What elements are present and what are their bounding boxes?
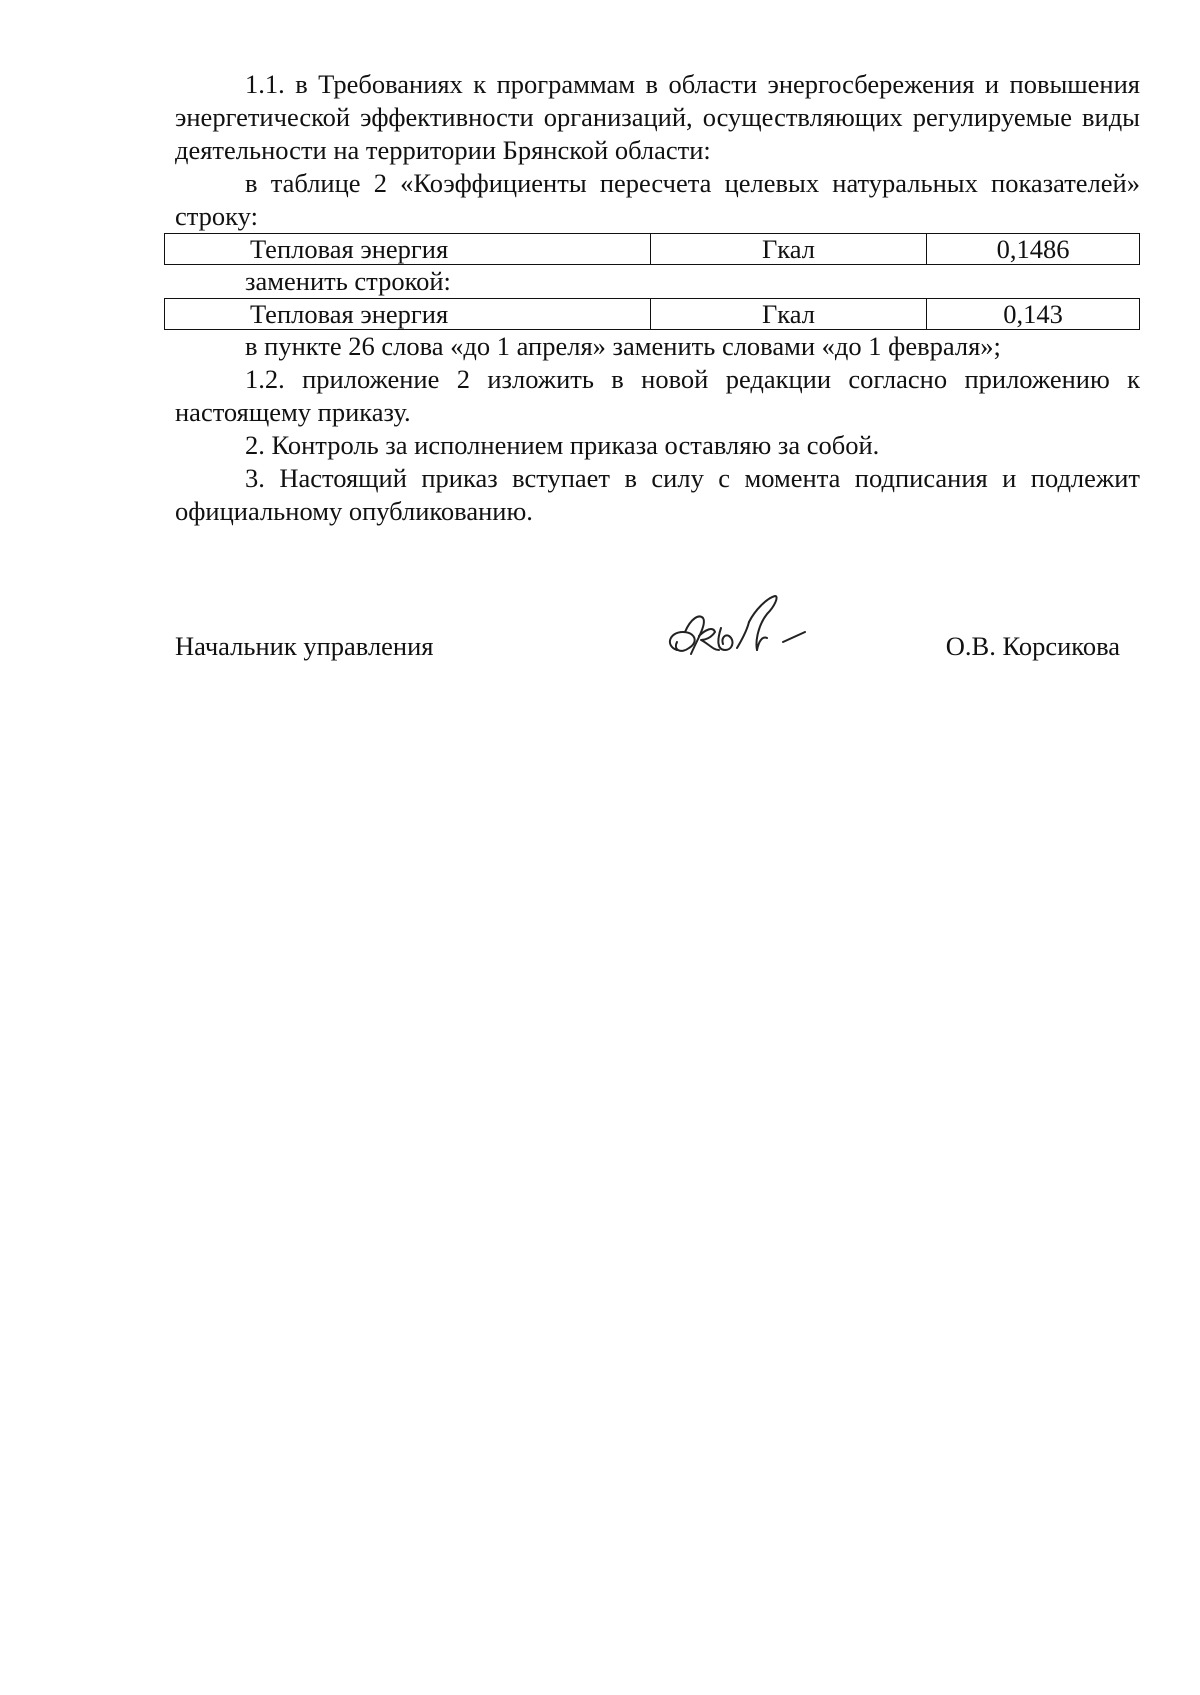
signatory-position: Начальник управления <box>175 631 434 661</box>
table-row <box>165 299 1140 330</box>
old-row-table <box>164 233 1140 265</box>
paragraph-table-intro: в таблице 2 «Коэффициенты пересчета целевых натуральных показателей» строку: <box>175 168 1140 231</box>
paragraph-1-1: 1.1. в Требованиях к программам в области энергосбережения и повышения энергетической эффективности организаций, осуществляющих регулируемые виды деятельности на территории Брянской области: <box>175 69 1140 165</box>
row-unit-cell: Гкал <box>651 234 927 265</box>
row-name-cell: Тепловая энергия <box>165 299 651 330</box>
signatory-name: О.В. Корсикова <box>945 631 1120 661</box>
paragraph-1-2: 1.2. приложение 2 изложить в новой редакции согласно приложению к настоящему приказу. <box>175 364 1140 427</box>
row-value-cell: 0,143 <box>927 299 1140 330</box>
paragraph-point-26: в пункте 26 слова «до 1 апреля» заменить словами «до 1 февраля»; <box>245 331 1001 361</box>
paragraph-2: 2. Контроль за исполнением приказа оставляю за собой. <box>245 430 880 460</box>
paragraph-3: 3. Настоящий приказ вступает в силу с момента подписания и подлежит официальному опубликованию. <box>175 463 1140 526</box>
row-name-cell: Тепловая энергия <box>165 234 651 265</box>
table-row <box>165 234 1140 265</box>
handwritten-signature <box>655 588 825 673</box>
new-row-table <box>164 298 1140 330</box>
document-body <box>175 68 1140 528</box>
replace-with-label: заменить строкой: <box>245 266 451 296</box>
row-unit-cell: Гкал <box>651 299 927 330</box>
row-value-cell: 0,1486 <box>927 234 1140 265</box>
